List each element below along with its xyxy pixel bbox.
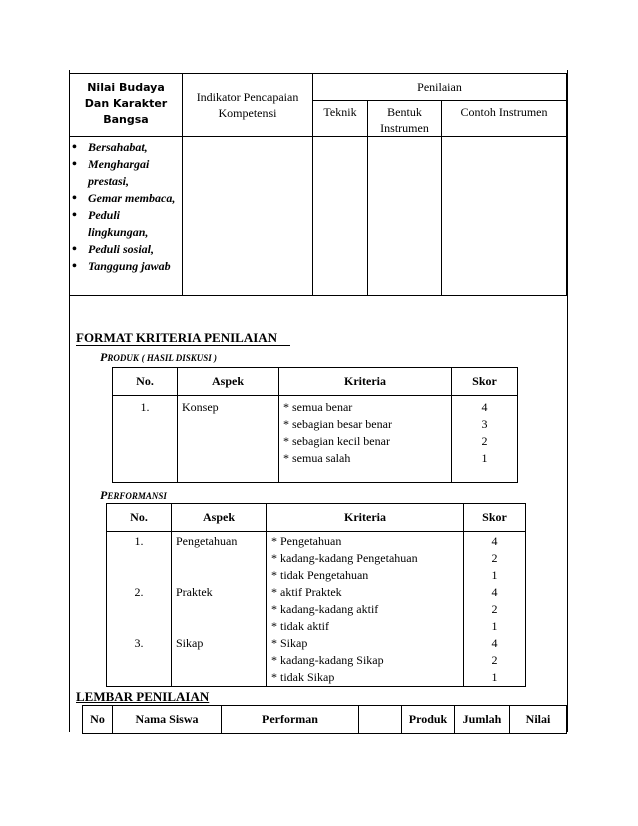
header-contoh-instrumen: Contoh Instrumen <box>442 101 567 137</box>
col-produk: Produk <box>402 706 455 734</box>
header-teknik: Teknik <box>313 101 368 137</box>
list-item: • Gemar membaca, <box>70 190 182 207</box>
produk-table <box>112 367 518 483</box>
list-item: • Bersahabat, <box>70 139 182 156</box>
col-kriteria: Kriteria <box>267 504 464 532</box>
col-nama-siswa: Nama Siswa <box>113 706 222 734</box>
col-nilai: Nilai <box>510 706 567 734</box>
col-no: No. <box>113 368 178 396</box>
cell-kriteria: * semua benar * sebagian besar benar * sebagian kecil benar * semua salah <box>279 396 452 483</box>
cell-aspek: Konsep <box>178 396 279 483</box>
values-list <box>70 137 182 277</box>
lembar-table <box>82 705 567 734</box>
cell-skor: 4 3 2 1 <box>452 396 518 483</box>
right-margin-line <box>567 70 568 732</box>
col-aspek: Aspek <box>178 368 279 396</box>
format-heading: FORMAT KRITERIA PENILAIAN <box>76 330 278 345</box>
header-bentuk-instrumen: Bentuk Instrumen <box>368 101 442 137</box>
cell-no: 1. <box>113 396 178 483</box>
teknik-cell <box>313 137 368 296</box>
cell-skor: 4 2 1 4 2 1 4 2 1 <box>464 532 526 687</box>
col-no: No <box>83 706 113 734</box>
performansi-subheading: PERFORMANSI <box>100 488 167 502</box>
cell-no: 1. 2. 3. <box>107 532 172 687</box>
col-aspek: Aspek <box>172 504 267 532</box>
col-skor: Skor <box>452 368 518 396</box>
values-cell <box>70 137 183 296</box>
list-item: • Peduli lingkungan, <box>70 207 182 241</box>
lembar-heading: LEMBAR PENILAIAN <box>76 689 210 704</box>
indikator-cell <box>183 137 313 296</box>
list-item: • Menghargai prestasi, <box>70 156 182 190</box>
contoh-cell <box>442 137 567 296</box>
cell-aspek: Pengetahuan Praktek Sikap <box>172 532 267 687</box>
header-penilaian: Penilaian <box>313 74 567 101</box>
header-nilai-budaya: Nilai Budaya Dan Karakter Bangsa <box>70 74 183 137</box>
list-item: • Peduli sosial, <box>70 241 182 258</box>
produk-subheading: PRODUK ( HASIL DISKUSI ) <box>100 350 218 364</box>
header-indikator: Indikator Pencapaian Kompetensi <box>183 74 313 137</box>
format-heading-underline <box>76 345 290 346</box>
assessment-table <box>69 73 567 296</box>
cell-kriteria: * Pengetahuan * kadang-kadang Pengetahuan * tidak Pengetahuan * aktif Praktek * kadang-kadang aktif * tidak aktif * Sikap * kadang-kadang Sikap * tidak Sikap <box>267 532 464 687</box>
col-jumlah: Jumlah <box>455 706 510 734</box>
list-item: • Tanggung jawab <box>70 258 182 275</box>
col-no: No. <box>107 504 172 532</box>
col-skor: Skor <box>464 504 526 532</box>
col-performan: Performan <box>222 706 359 734</box>
bentuk-cell <box>368 137 442 296</box>
col-empty <box>359 706 402 734</box>
col-kriteria: Kriteria <box>279 368 452 396</box>
performansi-table <box>106 503 526 687</box>
